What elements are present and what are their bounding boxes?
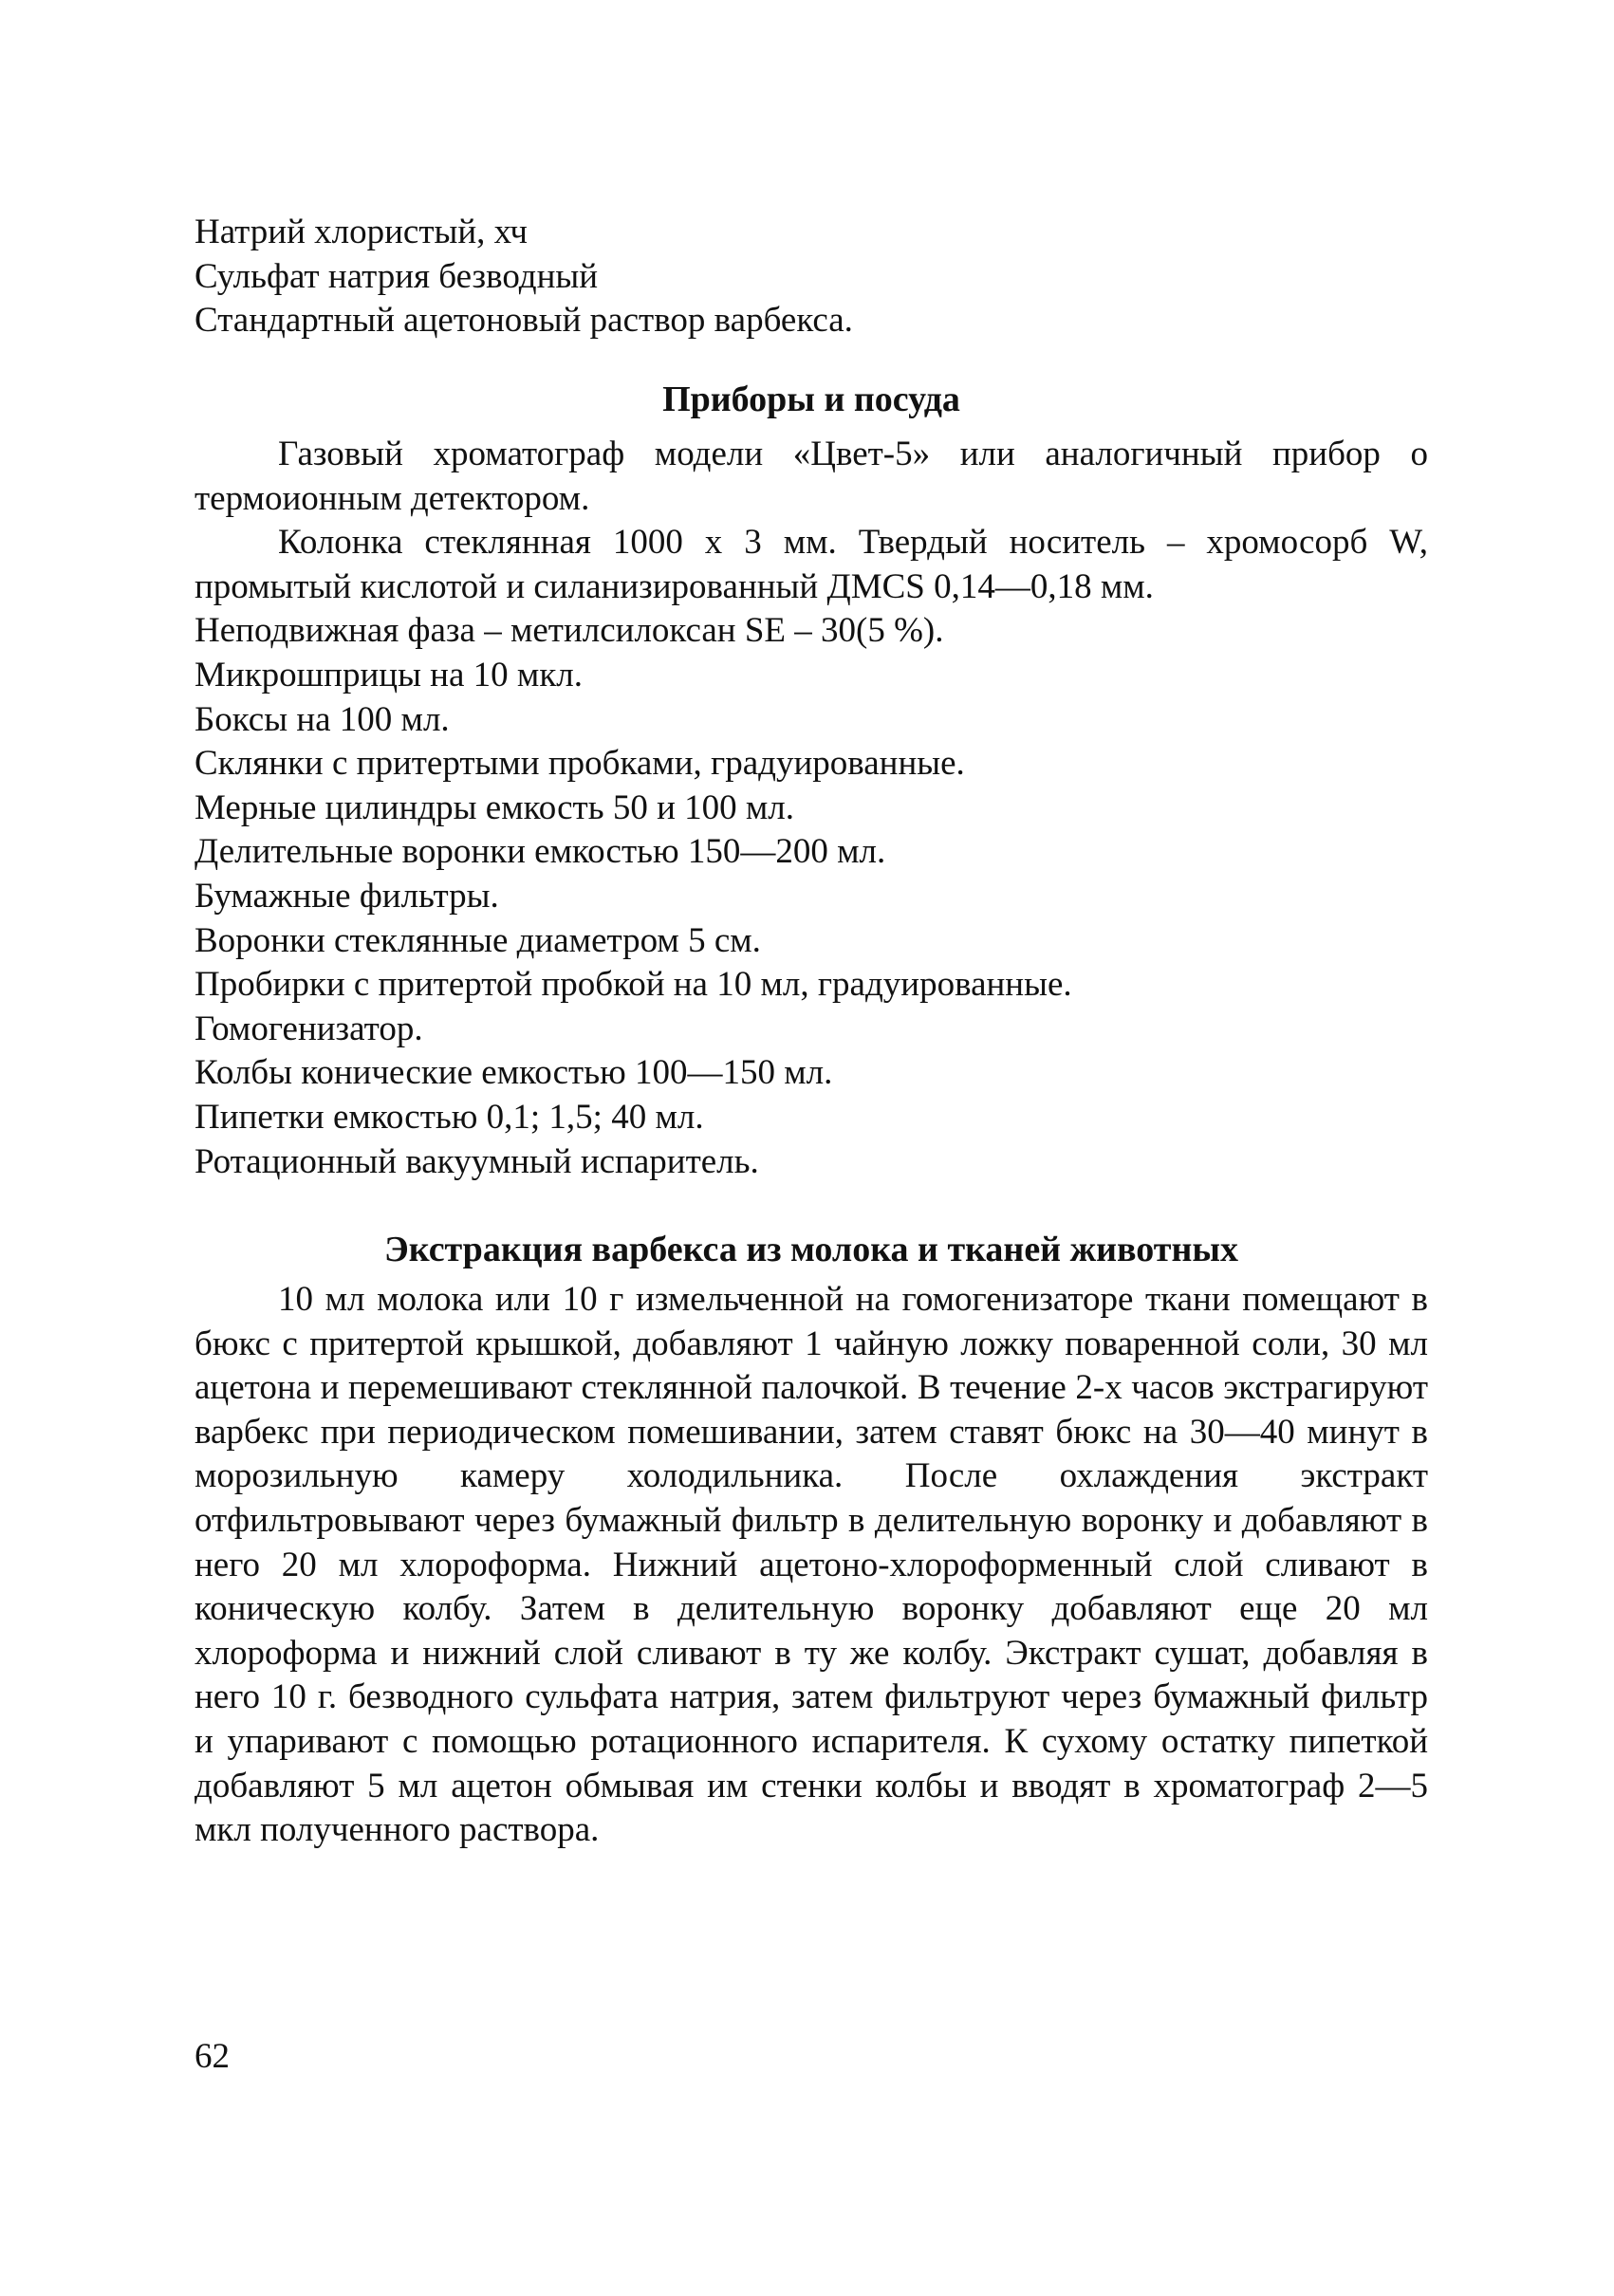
list-item: Пробирки с притертой пробкой на 10 мл, градуированные. [195, 965, 1072, 1005]
list-item: Микрошприцы на 10 мкл. [195, 655, 584, 694]
equipment-list [195, 433, 1428, 1184]
list-item: Ротационный вакуумный испаритель. [195, 1141, 759, 1181]
extraction-paragraph: 10 мл молока или 10 г измельченной на гомогенизаторе ткани помещают в бюкс с притертой крышкой, добавляют 1 чайную ложку поваренной соли, 30 мл ацетона и перемешивают стеклянной палочкой. В течение 2-х часов экстрагируют варбекс при периодическом помешивании, затем ставят бюкс на 30—40 минут в морозильную камеру холодильника. После охлаждения экстракт отфильтровывают через бумажный фильтр в делительную воронку и добавляют в него 20 мл хлороформа. Нижний ацетоно-хлороформенный слой сливают в коническую колбу. Затем в делительную воронку добавляют еще 20 мл хлороформа и нижний слой сливают в ту же колбу. Экстракт сушат, добавляя в него 10 г. безводного сульфата натрия, затем фильтруют через бумажный фильтр и упаривают с помощью ротационного испарителя. К сухому остатку пипеткой добавляют 5 мл ацетон обмывая им стенки колбы и вводят в хроматограф 2—5 мкл полученного раствора. [195, 1280, 1428, 1850]
list-item: Бумажные фильтры. [195, 876, 499, 916]
list-item: Пипетки емкостью 0,1; 1,5; 40 мл. [195, 1097, 704, 1137]
extraction-body [195, 1278, 1428, 1853]
list-item: Стандартный ацетоновый раствор варбекса. [195, 301, 853, 341]
list-item: Склянки с притертыми пробками, градуированные. [195, 744, 965, 784]
list-item: Неподвижная фаза – метилсилоксан SE – 30(5 %). [195, 611, 944, 651]
section-heading-equipment: Приборы и посуда [662, 380, 960, 419]
list-item: Сульфат натрия безводный [195, 256, 599, 296]
equipment-paragraph: Газовый хроматограф модели «Цвет-5» или аналогичный прибор о термоионным детектором. [195, 435, 1428, 518]
equipment-paragraph: Колонка стеклянная 1000 х 3 мм. Твердый носитель – хромосорб W, промытый кислотой и силанизированный ДМCS 0,14—0,18 мм. [195, 523, 1428, 606]
list-item: Натрий хлористый, хч [195, 213, 528, 251]
section-heading-extraction: Экстракция варбекса из молока и тканей животных [383, 1230, 1239, 1269]
page-number: 62 [195, 2037, 230, 2076]
list-item: Гомогенизатор. [195, 1009, 423, 1048]
list-item: Мерные цилиндры емкость 50 и 100 мл. [195, 787, 795, 827]
list-item: Делительные воронки емкостью 150—200 мл. [195, 832, 886, 872]
list-item: Боксы на 100 мл. [195, 699, 450, 739]
list-item: Колбы конические емкостью 100—150 мл. [195, 1053, 833, 1093]
list-item: Воронки стеклянные диаметром 5 см. [195, 920, 761, 960]
reagent-list [195, 211, 1428, 343]
